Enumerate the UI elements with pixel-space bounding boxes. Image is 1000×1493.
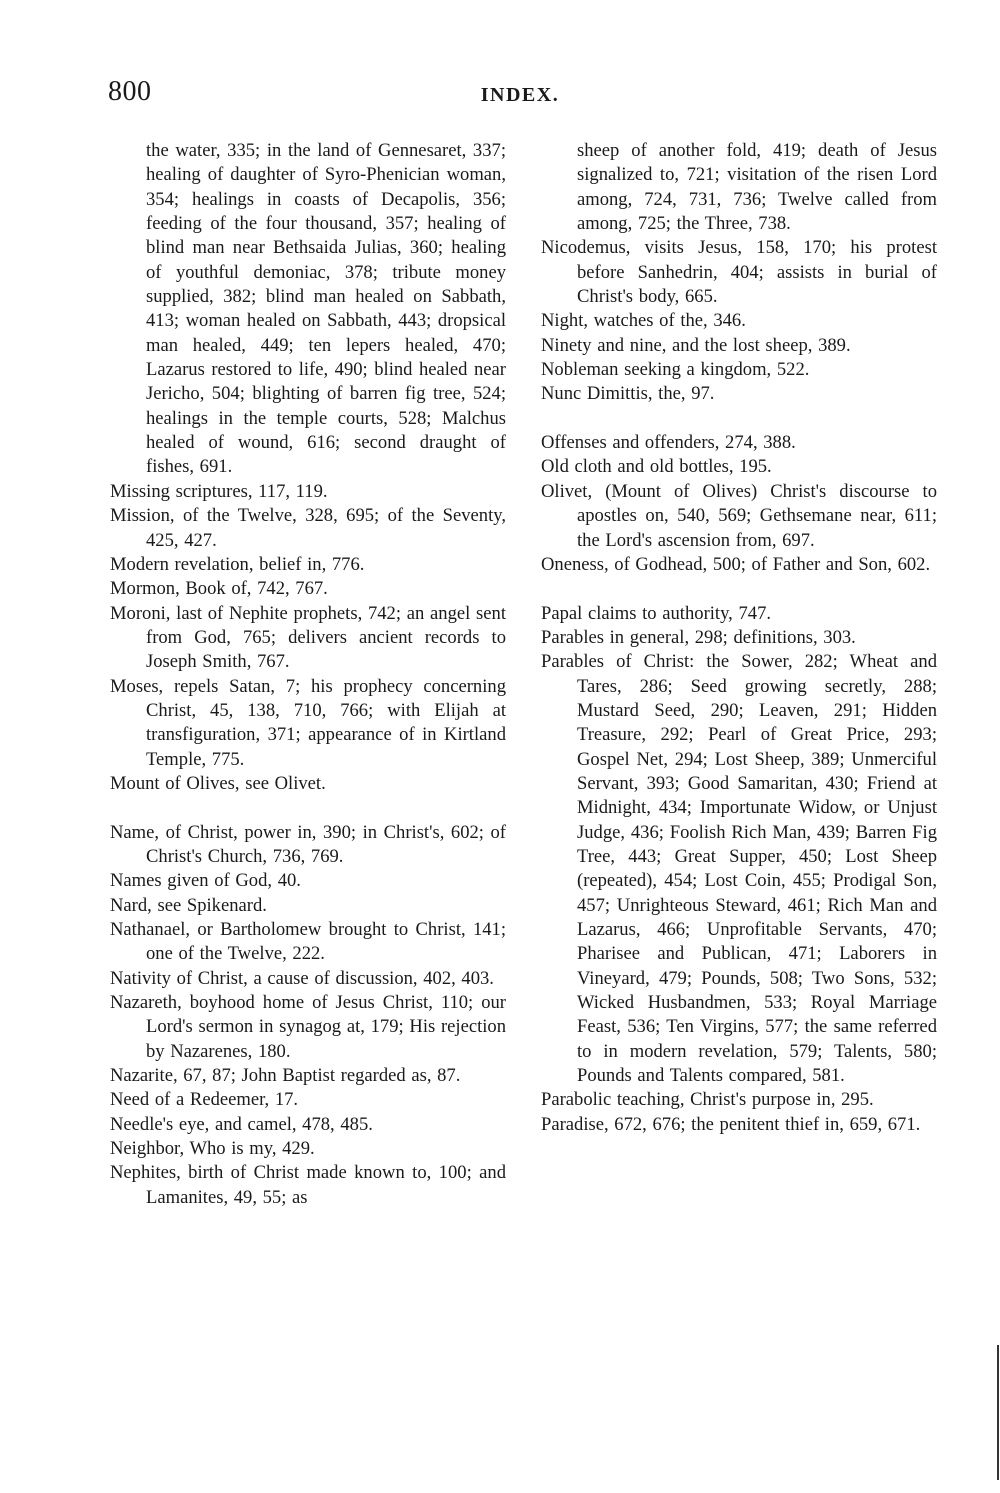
index-entry: Nephites, birth of Christ made known to, 100; and Lamanites, 49, 55; as xyxy=(110,1162,506,1208)
index-entry: Needle's eye, and camel, 478, 485. xyxy=(110,1113,373,1135)
index-entry: Need of a Redeemer, 17. xyxy=(110,1089,299,1111)
index-entry: Nativity of Christ, a cause of discussion, 402, 403. xyxy=(110,967,494,989)
index-entry: Night, watches of the, 346. xyxy=(541,310,746,332)
index-entry: Olivet, (Mount of Olives) Christ's discourse to apostles on, 540, 569; Gethsemane near, 611; the Lord's ascension from, 697. xyxy=(541,480,937,551)
section-gap xyxy=(541,407,937,431)
index-entry: Parables of Christ: the Sower, 282; Wheat and Tares, 286; Seed growing secretly, 288; Mustard Seed, 290; Leaven, 291; Hidden Treasure, 292; Pearl of Great Price, 293; Gospel Net, 294; Lost Sheep, 389; Unmerciful Servant, 393; Good Samaritan, 430; Friend at Midnight, 434; Importunate Widow, or Unjust Judge, 436; Foolish Rich Man, 439; Barren Fig Tree, 443; Great Supper, 450; Lost Sheep (repeated), 454; Lost Coin, 455; Prodigal Son, 457; Unrighteous Steward, 461; Rich Man and Lazarus, 466; Unprofitable Servants, 470; Pharisee and Publican, 471; Laborers in Vineyard, 479; Pounds, 508; Two Sons, 532; Wicked Husbandmen, 533; Royal Marriage Feast, 536; Ten Virgins, 577; the same referred to in modern revelation, 579; Talents, 580; Pounds and Talents compared, 581. xyxy=(541,651,937,1087)
index-entry: Mormon, Book of, 742, 767. xyxy=(110,578,328,600)
index-entry: Nicodemus, visits Jesus, 158, 170; his protest before Sanhedrin, 404; assists in burial of Christ's body, 665. xyxy=(541,237,937,308)
index-entry: Paradise, 672, 676; the penitent thief in, 659, 671. xyxy=(541,1113,921,1135)
index-column-right xyxy=(541,139,937,1137)
index-entry: Ninety and nine, and the lost sheep, 389. xyxy=(541,334,851,356)
index-entry: Mission, of the Twelve, 328, 695; of the Seventy, 425, 427. xyxy=(110,505,506,551)
index-entry: Nazareth, boyhood home of Jesus Christ, 110; our Lord's sermon in synagog at, 179; His rejection by Nazarenes, 180. xyxy=(110,992,506,1062)
index-entry: Name, of Christ, power in, 390; in Christ's, 602; of Christ's Church, 736, 769. xyxy=(110,821,506,867)
index-entry: Nobleman seeking a kingdom, 522. xyxy=(541,359,810,381)
index-column-left xyxy=(110,139,506,1210)
index-entry: Missing scriptures, 117, 119. xyxy=(110,480,328,502)
index-entry: Nard, see Spikenard. xyxy=(110,894,267,916)
index-entry: Oneness, of Godhead, 500; of Father and Son, 602. xyxy=(541,553,931,575)
index-entry: Parabolic teaching, Christ's purpose in, 295. xyxy=(541,1089,874,1111)
index-entry: Modern revelation, belief in, 776. xyxy=(110,553,365,575)
index-entry: Offenses and offenders, 274, 388. xyxy=(541,432,796,454)
index-entry: Parables in general, 298; definitions, 303. xyxy=(541,626,856,648)
index-entry-continuation: the water, 335; in the land of Gennesaret, 337; healing of daughter of Syro-Phenician woman, 354; healings in coasts of Decapolis, 356; feeding of the four thousand, 357; healing of blind man near Bethsaida Julias, 360; healing of youthful demoniac, 378; tribute money supplied, 382; blind man healed on Sabbath, 413; woman healed on Sabbath, 443; dropsical man healed, 449; ten lepers healed, 470; Lazarus restored to life, 490; blind healed near Jericho, 504; blighting of barren fig tree, 524; healings in the temple courts, 528; Malchus healed of wound, 616; second draught of fishes, 691. xyxy=(146,140,506,478)
index-entry: Nazarite, 67, 87; John Baptist regarded as, 87. xyxy=(110,1065,461,1087)
scan-edge-line xyxy=(997,1345,999,1480)
index-entry: Mount of Olives, see Olivet. xyxy=(110,772,326,794)
index-entry: Papal claims to authority, 747. xyxy=(541,602,772,624)
index-entry: Moroni, last of Nephite prophets, 742; an angel sent from God, 765; delivers ancient records to Joseph Smith, 767. xyxy=(110,602,506,673)
index-entry: Old cloth and old bottles, 195. xyxy=(541,456,772,478)
page-number: 800 xyxy=(108,76,152,107)
index-entry: Neighbor, Who is my, 429. xyxy=(110,1138,315,1160)
index-entry: Nathanael, or Bartholomew brought to Christ, 141; one of the Twelve, 222. xyxy=(110,919,506,965)
index-entry: Moses, repels Satan, 7; his prophecy concerning Christ, 45, 138, 710, 766; with Elijah at transfiguration, 371; appearance of in Kirtland Temple, 775. xyxy=(110,675,506,770)
running-title: INDEX. xyxy=(480,84,560,106)
index-entry: Nunc Dimittis, the, 97. xyxy=(541,383,715,405)
section-gap xyxy=(110,796,506,820)
index-entry-continuation: sheep of another fold, 419; death of Jesus signalized to, 721; visitation of the risen Lord among, 724, 731, 736; Twelve called from among, 725; the Three, 738. xyxy=(577,140,937,235)
index-entry: Names given of God, 40. xyxy=(110,870,301,892)
section-gap xyxy=(541,577,937,601)
